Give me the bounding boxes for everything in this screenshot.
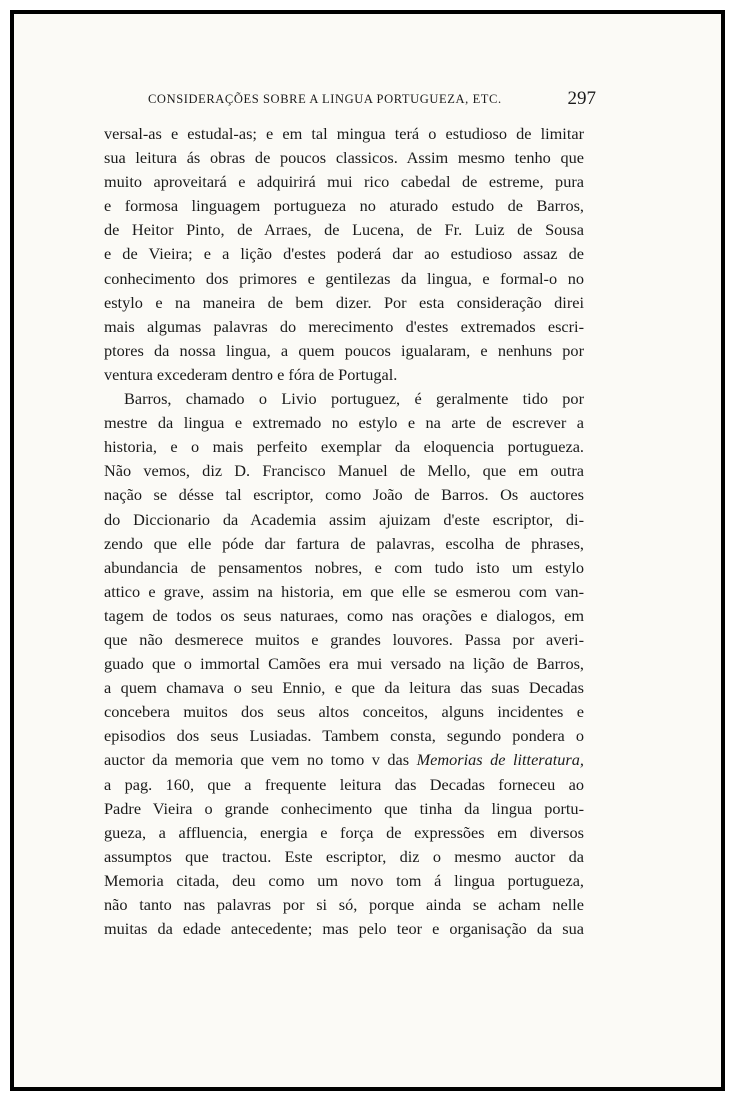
text-line: a pag. 160, que a frequente leitura das Decadas forneceu ao (104, 774, 584, 794)
text-line: que não desmerece muitos e grandes louvores. Passa por averi- (104, 629, 584, 649)
text-line: versal-as e estudal-as; e em tal mingua terá o estudioso de limitar (104, 124, 584, 143)
text-line: Barros, chamado o Livio portuguez, é geralmente tido por (124, 389, 584, 409)
paragraph-2 (104, 387, 584, 941)
text-line: episodios dos seus Lusiadas. Tambem consta, segundo pondera o (104, 726, 584, 746)
italic-title: Memorias de litteratura, (416, 750, 584, 770)
text-line: e formosa linguagem portugueza no aturado estudo de Barros, (104, 196, 584, 216)
running-title: CONSIDERAÇÕES SOBRE A LINGUA PORTUGUEZA, ETC. (148, 92, 502, 106)
text-line: assumptos que tractou. Este escriptor, diz o mesmo auctor da (104, 846, 584, 866)
text-line: nação se désse tal escriptor, como João de Barros. Os auctores (104, 485, 584, 505)
text-line: ptores da nossa lingua, a quem poucos igualaram, e nenhuns por (104, 340, 584, 360)
text-line: attico e grave, assim na historia, em que elle se esmerou com van- (104, 581, 584, 601)
text-line: mais algumas palavras do merecimento d'estes extremados escri- (104, 316, 584, 336)
paragraph-1 (104, 122, 584, 387)
text-line: Não vemos, diz D. Francisco Manuel de Mello, que em outra (104, 461, 584, 481)
text-line: estylo e na maneira de bem dizer. Por esta consideração direi (104, 292, 584, 312)
body-text (104, 122, 584, 941)
text-line: abundancia de pensamentos nobres, e com tudo isto um estylo (104, 557, 584, 577)
text-line: não tanto nas palavras por si só, porque ainda se acham nelle (104, 895, 584, 914)
text-line: conhecimento dos primores e gentilezas da lingua, e formal-o no (104, 268, 584, 288)
text-line: do Diccionario da Academia assim ajuizam d'este escriptor, di- (104, 509, 584, 529)
text-line: mestre da lingua e extremado no estylo e na arte de escrever a (104, 413, 584, 433)
text-line: de Heitor Pinto, de Arraes, de Lucena, de Fr. Luiz de Sousa (104, 220, 584, 240)
text-line: e de Vieira; e a lição d'estes poderá dar ao estudioso assaz de (104, 244, 584, 264)
running-head (148, 88, 596, 112)
text-run: auctor da memoria que vem no tomo v das (104, 750, 417, 770)
text-line-with-italic (104, 748, 584, 772)
page-number: 297 (567, 88, 596, 109)
text-line: sua leitura ás obras de poucos classicos. Assim mesmo tenho que (104, 148, 584, 168)
text-line: concebera muitos dos seus altos conceitos, alguns incidentes e (104, 702, 584, 722)
text-line: gueza, a affluencia, energia e força de expressões em diversos (104, 822, 584, 842)
text-line: Memoria citada, deu como um novo tom á lingua portugueza, (104, 870, 584, 890)
text-line: zendo que elle póde dar fartura de palavras, escolha de phrases, (104, 533, 584, 553)
text-line: ventura excederam dentro e fóra de Portugal. (104, 364, 398, 384)
text-line: Padre Vieira o grande conhecimento que tinha da lingua portu- (104, 798, 584, 818)
text-line: guado que o immortal Camões era mui versado na lição de Barros, (104, 654, 584, 674)
text-line: muitas da edade antecedente; mas pelo teor e organisação da sua (104, 919, 584, 939)
text-line: tagem de todos os seus naturaes, como nas orações e dialogos, em (104, 605, 584, 625)
text-line: muito aproveitará e adquirirá mui rico cabedal de estreme, pura (104, 172, 584, 192)
text-line: historia, e o mais perfeito exemplar da eloquencia portugueza. (104, 437, 584, 457)
text-line: a quem chamava o seu Ennio, e que da leitura das suas Decadas (104, 678, 584, 698)
